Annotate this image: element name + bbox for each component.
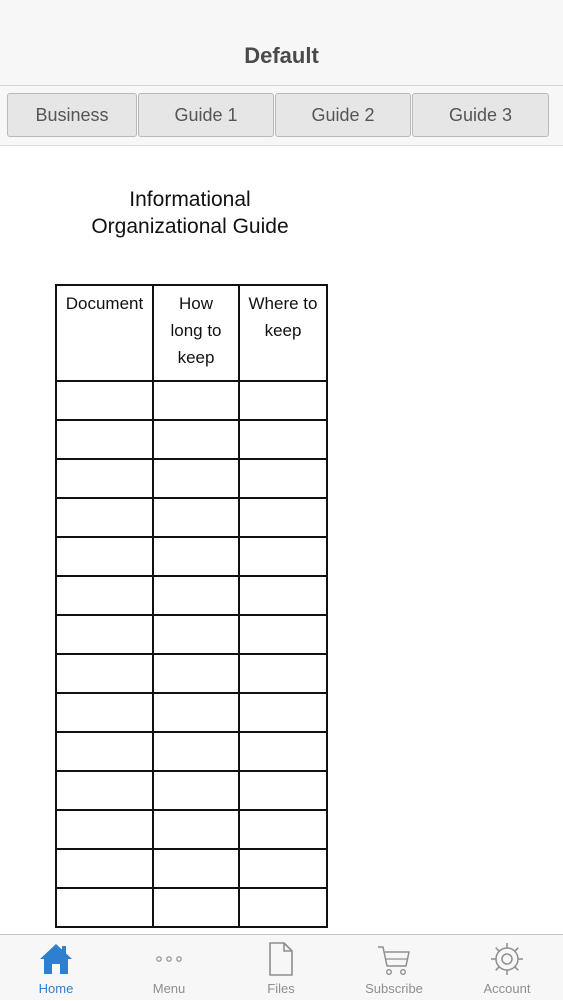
table-cell: [153, 810, 239, 849]
table-cell: [56, 654, 153, 693]
table-row: [56, 615, 327, 654]
table-cell: [56, 810, 153, 849]
tabbar-label: Account: [483, 981, 531, 996]
table-row: [56, 576, 327, 615]
table-row: [56, 849, 327, 888]
file-icon: [263, 941, 299, 977]
table-cell: [56, 693, 153, 732]
table-cell: [56, 420, 153, 459]
table-cell: [56, 615, 153, 654]
document-title-line: Informational: [129, 188, 251, 211]
table-cell: [153, 693, 239, 732]
tab-guide-2[interactable]: Guide 2: [275, 93, 411, 137]
table-cell: [153, 732, 239, 771]
table-cell: [153, 654, 239, 693]
table-cell: [56, 888, 153, 927]
table-cell: [239, 693, 327, 732]
table-cell: [56, 576, 153, 615]
table-row: [56, 420, 327, 459]
segment-tab-strip: [0, 86, 563, 146]
table-cell: [239, 576, 327, 615]
table-row: [56, 693, 327, 732]
table-row: [56, 537, 327, 576]
table-cell: [56, 732, 153, 771]
header-line: How: [178, 294, 213, 313]
tabbar-menu[interactable]: [113, 935, 225, 1001]
table-row: [56, 888, 327, 927]
column-header-where: [239, 285, 327, 381]
more-dots-icon: [151, 941, 187, 977]
table-cell: [239, 420, 327, 459]
tab-business[interactable]: Business: [7, 93, 137, 137]
tabbar-account[interactable]: [451, 935, 563, 1001]
header-line: Document: [65, 294, 144, 313]
table-row: [56, 771, 327, 810]
table-row: [56, 654, 327, 693]
table-cell: [56, 849, 153, 888]
table-cell: [153, 420, 239, 459]
tabbar-files[interactable]: [225, 935, 337, 1001]
column-header-how-long: [153, 285, 239, 381]
table-cell: [239, 888, 327, 927]
gear-icon: [489, 941, 525, 977]
tabbar-subscribe[interactable]: [338, 935, 450, 1001]
table-body: [56, 381, 327, 927]
table-cell: [239, 849, 327, 888]
table-cell: [239, 810, 327, 849]
document-title-line: Organizational Guide: [91, 215, 289, 238]
cart-icon: [376, 941, 412, 977]
table-cell: [153, 537, 239, 576]
table-cell: [56, 537, 153, 576]
document-content: [0, 147, 563, 934]
tabbar-label: Files: [267, 981, 295, 996]
table-cell: [239, 615, 327, 654]
page-title: Default: [244, 43, 319, 68]
table-cell: [239, 498, 327, 537]
tab-guide-1[interactable]: Guide 1: [138, 93, 274, 137]
table-cell: [153, 849, 239, 888]
home-icon: [38, 941, 74, 977]
header-line: Where to: [248, 294, 318, 313]
table-cell: [239, 537, 327, 576]
header-line: keep: [177, 348, 215, 367]
table-row: [56, 381, 327, 420]
table-cell: [56, 459, 153, 498]
tab-guide-3[interactable]: Guide 3: [412, 93, 549, 137]
table-row: [56, 810, 327, 849]
tabbar-label: Home: [38, 981, 74, 996]
table-cell: [153, 498, 239, 537]
document-title: [55, 186, 325, 240]
table-row: [56, 498, 327, 537]
tabbar-label: Menu: [152, 981, 186, 996]
table-cell: [153, 771, 239, 810]
bottom-tab-bar: [0, 934, 563, 1000]
navigation-bar: [0, 0, 563, 86]
table-cell: [153, 888, 239, 927]
table-cell: [239, 459, 327, 498]
table-row: [56, 459, 327, 498]
table-cell: [153, 459, 239, 498]
column-header-document: [56, 285, 153, 381]
table-cell: [239, 732, 327, 771]
tabbar-home[interactable]: [0, 935, 112, 1001]
header-line: keep: [264, 321, 302, 340]
header-line: long to: [170, 321, 222, 340]
table-cell: [239, 771, 327, 810]
table-row: [56, 732, 327, 771]
retention-guide-table: [55, 284, 328, 928]
table-cell: [56, 771, 153, 810]
table-cell: [153, 615, 239, 654]
table-cell: [153, 576, 239, 615]
table-cell: [239, 654, 327, 693]
table-header-row: [56, 285, 327, 381]
table-cell: [56, 498, 153, 537]
table-cell: [56, 381, 153, 420]
table-cell: [239, 381, 327, 420]
table-cell: [153, 381, 239, 420]
tabbar-label: Subscribe: [365, 981, 423, 996]
